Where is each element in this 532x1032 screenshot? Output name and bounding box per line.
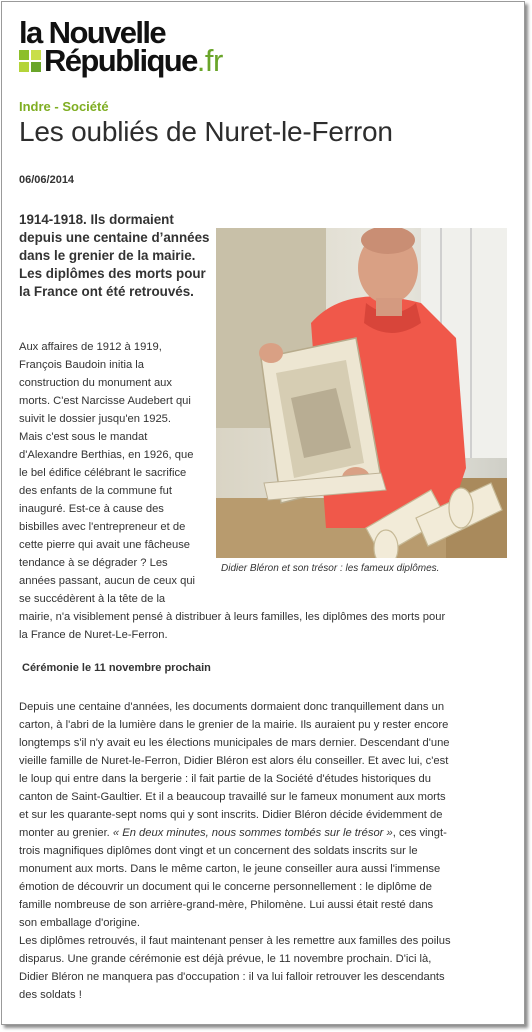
logo-tld: .fr	[196, 43, 223, 78]
text-line: suivit le dossier jusqu'en 1925.	[19, 413, 172, 425]
text-line: vieille famille de Nuret-le-Ferron, Didier Bléron est alors élu conseiller. Et avec lui, c'est	[19, 755, 449, 767]
text-line: morts. C'est Narcisse Audebert qui	[19, 395, 191, 407]
text-line: Mais c'est sous le mandat	[19, 431, 148, 443]
text-line: Aux affaires de 1912 à 1919,	[19, 341, 162, 353]
text-line: carton, à l'abri de la lumière dans le grenier de la mairie. Ils auraient pu y rester encore	[19, 719, 449, 731]
article-date: 06/06/2014	[19, 174, 75, 186]
subheading: Cérémonie le 11 novembre prochain	[22, 662, 211, 674]
text-run: monter au grenier.	[19, 827, 113, 839]
text-line: son emballage d'origine.	[19, 917, 140, 929]
text-line: d'Alexandre Berthias, en 1926, que	[19, 449, 194, 461]
section-kicker[interactable]: Indre - Société	[19, 99, 109, 114]
paragraph-1-continuation	[19, 608, 511, 644]
text-line: canton de Saint-Gaultier. Et il a beaucoup travaillé sur le fameux monument aux morts	[19, 791, 446, 803]
paragraph-2	[19, 698, 511, 1004]
article-title: Les oubliés de Nuret-le-Ferron	[19, 116, 393, 147]
text-line: François Baudoin initia la	[19, 359, 144, 371]
text-line: des enfants de la commune fut	[19, 485, 172, 497]
text-line: Depuis une centaine d'années, les documents dormaient donc tranquillement dans un	[19, 701, 445, 713]
quote: « En deux minutes, nous sommes tombés sur le trésor »	[112, 827, 393, 839]
logo-line1: la Nouvelle	[19, 15, 166, 50]
newspaper-logo[interactable]	[19, 15, 259, 80]
text-line: et sur les quarante-sept noms qui y sont inscrits. Didier Bléron décide évidemment de	[19, 809, 443, 821]
text-line: mairie, n'a visiblement pensé à distribuer à leurs familles, les diplômes des morts pour	[19, 611, 446, 623]
text-line: émotion de découvrir un document qui le concerne personnellement : le diplôme de	[19, 881, 432, 893]
text-line: construction du monument aux	[19, 377, 172, 389]
paragraph-1-column	[19, 338, 215, 608]
text-line: disparus. Une grande cérémonie est déjà prévue, le 11 novembre prochain. D'ici là,	[19, 953, 432, 965]
text-line: Didier Bléron ne manquera pas d'occupation : il va lui falloir retrouver les descendants	[19, 971, 445, 983]
text-line: bisbilles avec l'entrepreneur et de	[19, 521, 186, 533]
text-line: se succédèrent à la tête de la	[19, 593, 166, 605]
article-photo[interactable]	[216, 228, 507, 558]
logo-republique: République	[44, 43, 197, 78]
article-lead: 1914-1918. Ils dormaient depuis une centaine d’années dans le grenier de la mairie. Les diplômes des morts pour la France ont été retrouvés.	[19, 212, 210, 299]
text-line: années passant, aucun de ceux qui	[19, 575, 196, 587]
text-line: le loup qui entre dans la bergerie : il fait partie de la Société d'études historiques du	[19, 773, 431, 785]
text-run: , ces vingt-	[392, 827, 447, 839]
text-line: le bel édifice célébrant le sacrifice	[19, 467, 187, 479]
text-line: trois magnifiques diplômes dont vingt et un concernent des soldats inscrits sur le	[19, 845, 418, 857]
text-line: la France de Nuret-Le-Ferron.	[19, 629, 168, 641]
text-line: des soldats !	[19, 989, 82, 1001]
text-line	[19, 824, 511, 842]
logo-squares-icon	[19, 50, 42, 73]
text-line: longtemps s'il n'y avait eu les élections municipales de mars dernier. Descendant d'une	[19, 737, 450, 749]
text-line: cette pierre qui avait une fâcheuse	[19, 539, 191, 551]
text-line: Les diplômes retrouvés, il faut maintenant penser à les remettre aux familles des poilus	[19, 935, 451, 947]
text-line: monument aux morts. Dans le même carton, le jeune conseiller aura aussi l'immense	[19, 863, 441, 875]
logo-line2	[19, 43, 223, 78]
text-line: inauguré. Est-ce à cause des	[19, 503, 164, 515]
photo-caption: Didier Bléron et son trésor : les fameux diplômes.	[221, 563, 440, 574]
photo-of-man-holding-diploma-icon	[216, 228, 507, 558]
text-line: tendance à se dégrader ? Les	[19, 557, 168, 569]
text-line: famille nombreuse de son arrière-grand-mère, Philomène. Lui aussi était resté dans	[19, 899, 434, 911]
